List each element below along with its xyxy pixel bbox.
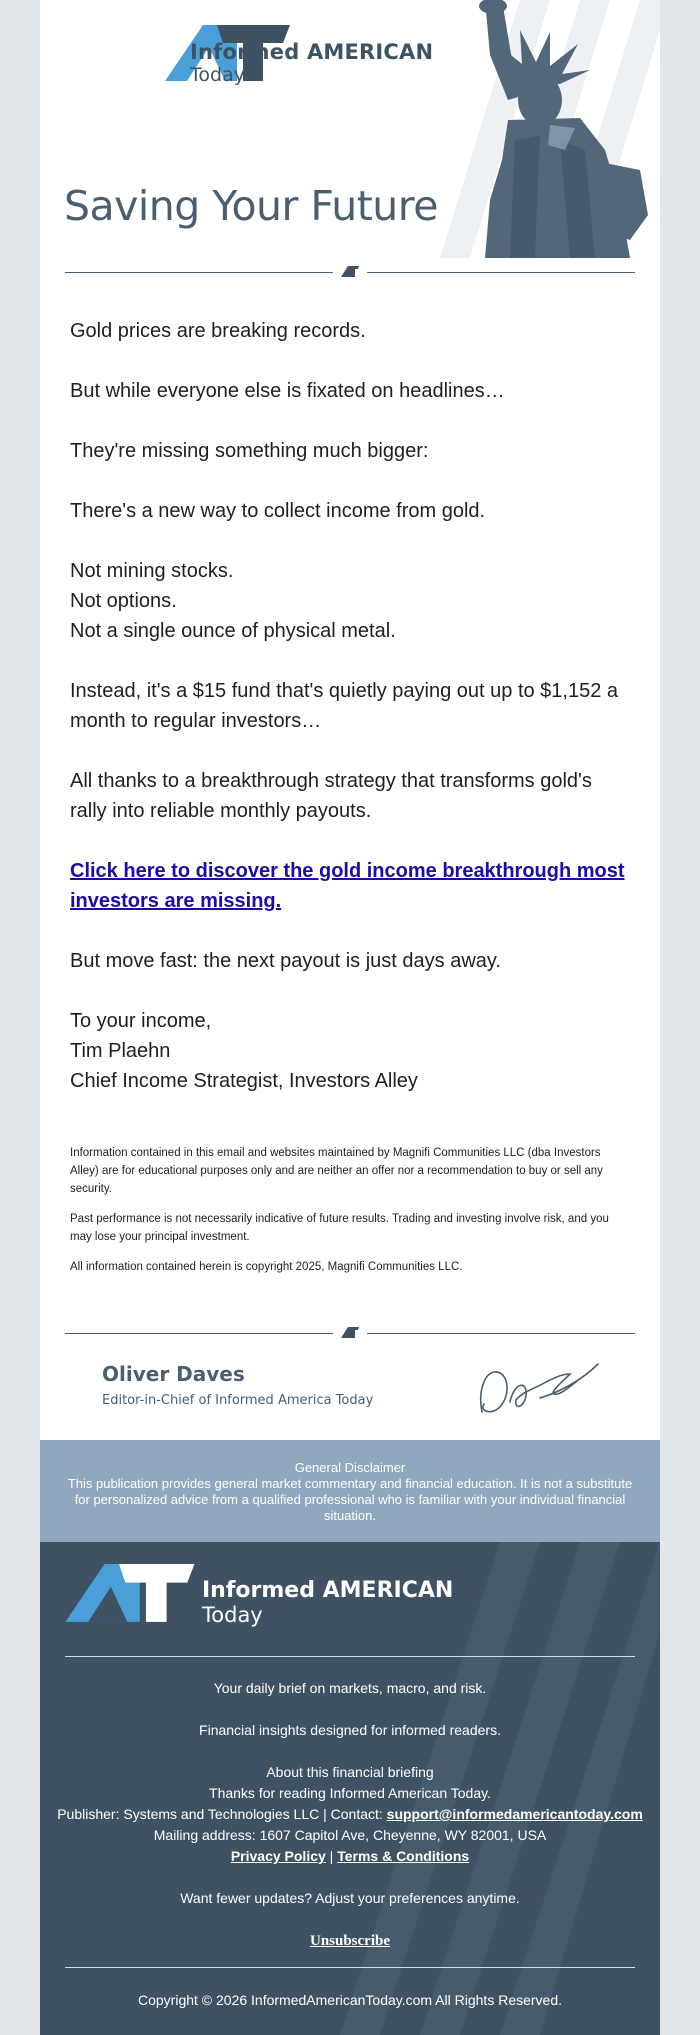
disclaimer-paragraph: Information contained in this email and websites maintained by Magnifi Communities LLC (dba Investors Alley) are for educational purposes only and are neither an offer nor a recommendation to buy or sell any security. bbox=[70, 1147, 603, 1195]
not-line: Not a single ounce of physical metal. bbox=[70, 620, 396, 642]
signoff-title: Chief Income Strategist, Investors Alley bbox=[70, 1070, 418, 1092]
cta-paragraph bbox=[70, 856, 630, 916]
general-disclaimer-text: This publication provides general market commentary and financial education. It is not a substitute for personalized advice from a qualified professional who is familiar with your individual financial situation. bbox=[67, 1476, 633, 1523]
body-paragraph: There's a new way to collect income from gold. bbox=[70, 500, 486, 522]
publisher-text: Publisher: Systems and Technologies LLC | Contact: bbox=[57, 1806, 387, 1822]
body-paragraph: Instead, it's a $15 fund that's quietly paying out up to $1,152 a month to regular investors… bbox=[70, 680, 619, 732]
mailing-address: Mailing address: 1607 Capitol Ave, Cheyenne, WY 82001, USA bbox=[153, 1827, 547, 1843]
footer-brand-name-line1: Informed AMERICAN bbox=[202, 1578, 454, 1603]
thanks-text: Thanks for reading Informed American Today. bbox=[209, 1785, 491, 1801]
footer-about bbox=[40, 1762, 660, 1867]
email-body bbox=[70, 316, 630, 1126]
legal-separator: | bbox=[329, 1848, 334, 1864]
brand-name-line2: Today bbox=[190, 64, 245, 86]
body-paragraph: But move fast: the next payout is just days away. bbox=[70, 950, 501, 972]
brand-name-line1: Informed AMERICAN bbox=[190, 40, 434, 64]
divider-AT-icon bbox=[341, 266, 359, 278]
terms-conditions-link[interactable]: Terms & Conditions bbox=[337, 1848, 470, 1864]
contact-email-link[interactable]: support@informedamericantoday.com bbox=[386, 1806, 643, 1822]
not-line: Not options. bbox=[70, 590, 177, 612]
body-paragraph: But while everyone else is fixated on headlines… bbox=[70, 380, 505, 402]
legal-links bbox=[40, 1846, 660, 1867]
disclaimer-paragraph: Past performance is not necessarily indicative of future results. Trading and investing involve risk, and you may lose your principal investment. bbox=[70, 1213, 609, 1243]
general-disclaimer-heading: General Disclaimer bbox=[294, 1460, 406, 1475]
legal-disclaimers bbox=[70, 1144, 630, 1288]
handwritten-signature-icon bbox=[470, 1352, 610, 1422]
footer-brand-wordmark bbox=[202, 1580, 453, 1626]
signoff-author: Tim Plaehn bbox=[70, 1040, 171, 1062]
general-disclaimer bbox=[40, 1440, 660, 1542]
divider-AT-icon bbox=[341, 1327, 359, 1339]
footer-tagline: Your daily brief on markets, macro, and risk. bbox=[213, 1680, 487, 1696]
not-line: Not mining stocks. bbox=[70, 560, 234, 582]
footer-divider bbox=[65, 1967, 635, 1968]
footer-AT-logo-icon bbox=[65, 1564, 200, 1626]
footer-tagline: Financial insights designed for informed readers. bbox=[199, 1722, 501, 1738]
signature-name: Oliver Daves bbox=[102, 1362, 245, 1386]
footer-brand-name-line2: Today bbox=[202, 1603, 263, 1627]
body-paragraph: Gold prices are breaking records. bbox=[70, 320, 366, 342]
body-paragraph: All thanks to a breakthrough strategy that transforms gold's rally into reliable monthly payouts. bbox=[70, 770, 592, 822]
unsubscribe-row bbox=[40, 1930, 660, 1952]
privacy-policy-link[interactable]: Privacy Policy bbox=[230, 1848, 326, 1864]
publisher-line bbox=[40, 1804, 660, 1825]
email-container bbox=[40, 0, 660, 2035]
signoff bbox=[70, 1006, 630, 1096]
email-footer bbox=[40, 1542, 660, 2035]
cta-link[interactable]: Click here to discover the gold income breakthrough most investors are missing. bbox=[70, 860, 625, 912]
body-paragraph: They're missing something much bigger: bbox=[70, 440, 429, 462]
not-list bbox=[70, 556, 630, 646]
copyright: Copyright © 2026 InformedAmericanToday.com All Rights Reserved. bbox=[137, 1992, 563, 2008]
signoff-line: To your income, bbox=[70, 1010, 212, 1032]
footer-divider bbox=[65, 1656, 635, 1657]
signature-role: Editor-in-Chief of Informed America Today bbox=[102, 1393, 374, 1408]
top-divider bbox=[65, 266, 635, 280]
email-header bbox=[40, 0, 660, 258]
about-heading: About this financial briefing bbox=[266, 1764, 434, 1780]
unsubscribe-link[interactable]: Unsubscribe bbox=[309, 1933, 391, 1949]
page-title: Saving Your Future bbox=[64, 182, 438, 230]
preferences-text: Want fewer updates? Adjust your preferences anytime. bbox=[180, 1890, 520, 1906]
bottom-divider bbox=[65, 1327, 635, 1341]
disclaimer-paragraph: All information contained herein is copyright 2025, Magnifi Communities LLC. bbox=[70, 1261, 463, 1273]
